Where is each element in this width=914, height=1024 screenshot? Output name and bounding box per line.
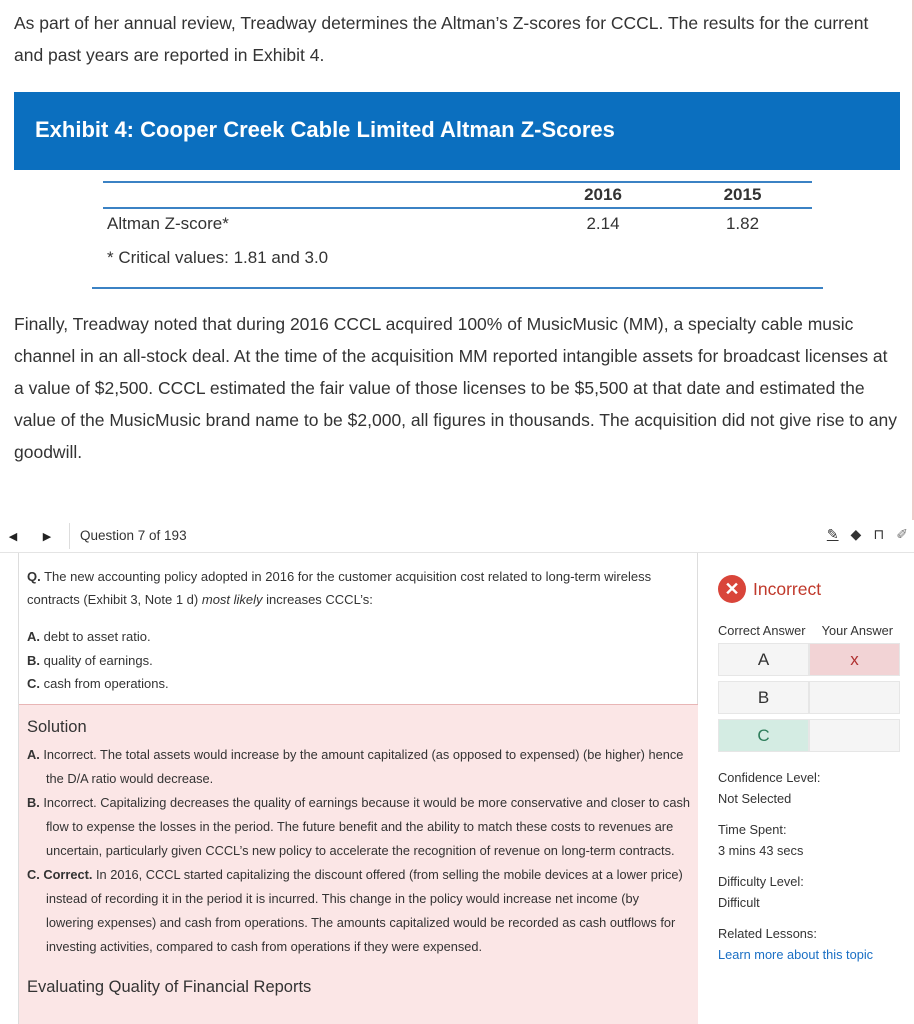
difficulty-level: Difficulty Level: Difficult — [718, 874, 804, 910]
learn-more-link[interactable]: Learn more about this topic — [718, 947, 874, 962]
prev-arrow-icon[interactable]: ◀ — [8, 530, 18, 543]
next-arrow-icon[interactable]: ▶ — [42, 530, 52, 543]
question-toolbar — [0, 520, 914, 553]
solution-item: C. Correct. In 2016, CCCL started capitalizing the discount offered (from selling the mobile devices at a lower price) instead of recording it in the period it is incurred. This change in the policy would increase net income (by lowering expenses) and cash from operations. The amounts capitalized would be recorded as cash outflows for investing activities, compared to cash from operations if they were expensed. — [27, 867, 683, 954]
acquisition-paragraph: Finally, Treadway noted that during 2016 CCCL acquired 100% of MusicMusic (MM), a specialty cable music channel in an all-stock deal. At the time of the acquisition MM reported intangible assets for broadcast licenses at a value of $2,500. CCCL estimated the fair value of those licenses to be $5,500 at that date and estimated the value of the MusicMusic brand name to be $2,000, all figures in thousands. The acquisition did not give rise to any goodwill. — [14, 314, 897, 462]
result-status: ✕ Incorrect — [718, 575, 903, 603]
result-panel — [718, 575, 903, 965]
solution-item: A. Incorrect. The total assets would increase by the amount capitalized (as opposed to expensed) (be higher) hence the D/A ratio would decrease. — [27, 747, 684, 786]
table-note: * Critical values: 1.81 and 3.0 — [107, 248, 329, 267]
option-a[interactable]: A. debt to asset ratio. — [27, 629, 151, 644]
eraser-icon[interactable]: ◆ — [850, 526, 862, 542]
pencil-icon[interactable]: ✐ — [896, 526, 908, 542]
answer-row: A x — [718, 643, 900, 676]
question-panel — [18, 553, 698, 1024]
answer-headers: Correct Answer Your Answer — [718, 623, 893, 638]
bookmark-icon[interactable]: ⊓ — [873, 526, 885, 542]
answer-options — [19, 611, 697, 696]
intro-text: As part of her annual review, Treadway determines the Altman’s Z-scores for CCCL. The results for the current and past years are reported in Exhibit 4. — [14, 13, 869, 65]
exhibit-title: Exhibit 4: Cooper Creek Cable Limited Altman Z-Scores — [14, 92, 900, 170]
solution-panel — [19, 704, 698, 1024]
table-row: Altman Z-score* 2.14 1.82 — [107, 214, 760, 233]
solution-title: Solution — [27, 718, 87, 736]
exhibit-table — [103, 181, 812, 239]
incorrect-x-icon: ✕ — [718, 575, 746, 603]
option-b[interactable]: B. quality of earnings. — [27, 652, 153, 668]
solution-item: B. Incorrect. Capitalizing decreases the quality of earnings because it would be more conservative and closer to cash flow to expense the losses in the period. The future benefit and the ability to match these costs to revenues are uncertain, particularly given CCCL’s new policy to accelerate the recognition of revenue on long-term contracts. — [27, 795, 690, 858]
topic-title: Evaluating Quality of Financial Reports — [27, 978, 312, 996]
divider — [92, 287, 823, 289]
question-counter: Question 7 of 193 — [69, 523, 187, 549]
answer-row: B — [718, 681, 900, 714]
table-header — [103, 183, 812, 209]
related-lessons: Related Lessons: Learn more about this topic — [718, 926, 874, 962]
option-c[interactable]: C. cash from operations. — [27, 676, 169, 691]
answer-row: C — [718, 719, 900, 752]
confidence-level: Confidence Level: Not Selected — [718, 770, 821, 806]
time-spent: Time Spent: 3 mins 43 secs — [718, 822, 804, 858]
highlighter-icon[interactable]: ✎ — [826, 526, 839, 542]
header-2016: 2016 — [584, 185, 622, 204]
header-2015: 2015 — [723, 185, 762, 204]
question-stem: Q. The new accounting policy adopted in 2016 for the customer acquisition cost related to long-term wireless contracts (Exhibit 3, Note 1 d) most likely increases CCCL’s: — [27, 569, 652, 607]
